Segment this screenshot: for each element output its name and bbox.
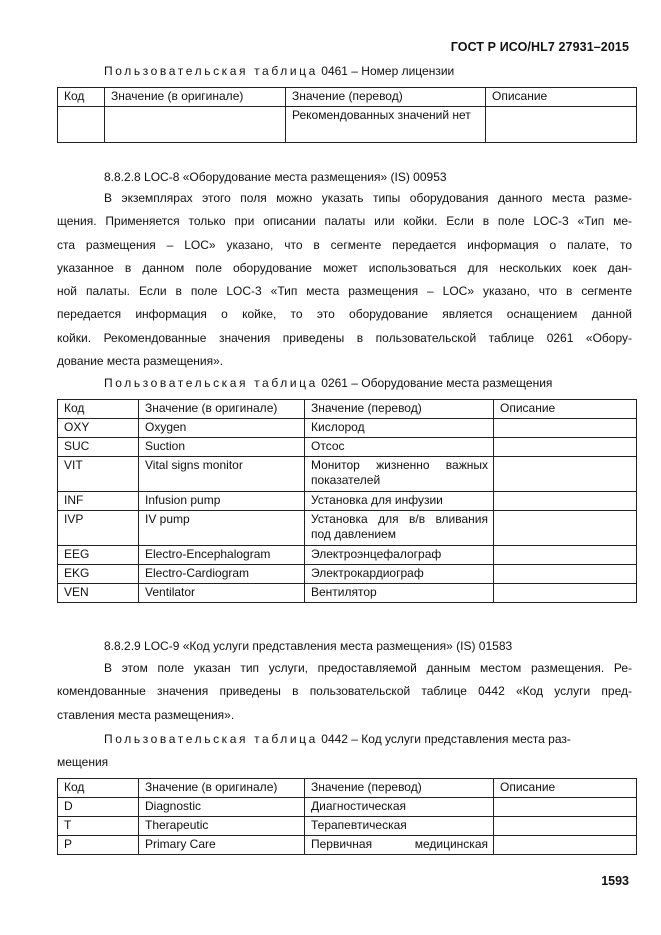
header-cell: Описание [494,400,637,419]
table-row [58,565,637,584]
table-header-row [58,88,637,107]
table-caption-0442-cont: мещения [57,755,109,769]
text-line: передается информация о койке, то это оборудование является оснащением данной [57,307,632,322]
code-cell: IVP [58,511,139,546]
code-cell: SUC [58,438,139,457]
description-cell [494,836,637,855]
header-cell: Значение (в оригинале) [139,400,305,419]
original-cell: Electro-Cardiogram [139,565,305,584]
table-row [58,492,637,511]
text-line: В экземплярах этого поля можно указать типы оборудования данного места разме- [104,191,632,205]
translation-cell: Первичная медицинская [305,836,494,855]
original-cell: Diagnostic [139,798,305,817]
table-0442 [57,778,637,855]
table-row [58,836,637,855]
text-line: койки. Рекомендованные значения приведены в пользовательской таблице 0261 «Обору- [57,330,632,345]
code-cell: P [58,836,139,855]
text-line: ста размещения – LOC» указано, что в сегменте передается информация о палате, то [57,237,632,252]
text-line: указанное в данном поле оборудование может использоваться для нескольких коек дан- [57,260,632,275]
description-cell [486,107,637,143]
caption-rest: 0442 – Код услуги представления места раз- [321,732,571,746]
code-cell: T [58,817,139,836]
translation-cell: Установка для инфузии [305,492,494,511]
description-cell [494,817,637,836]
original-cell [105,107,286,143]
translation-cell: Установка для в/в вливания под давлением [305,511,494,546]
table-caption-0442 [104,732,571,746]
original-cell: IV pump [139,511,305,546]
description-cell [494,419,637,438]
text-line: В этом поле указан тип услуги, предоставляемой данным местом размещения. Ре- [104,661,632,675]
table-row [58,438,637,457]
translation-cell: Диагностическая [305,798,494,817]
original-cell: Primary Care [139,836,305,855]
table-row [58,457,637,492]
translation-cell: Электрокардиограф [305,565,494,584]
table-caption-0261 [104,376,552,390]
translation-cell: Отсос [305,438,494,457]
caption-rest: 0261 – Оборудование места размещения [321,376,553,390]
header-cell: Описание [494,779,637,798]
translation-cell: Кислород [305,419,494,438]
text-line: дование места размещения». [57,354,224,369]
table-header-row [58,400,637,419]
table-row [58,107,637,143]
document-header: ГОСТ Р ИСО/HL7 27931–2015 [450,40,629,54]
header-cell: Описание [486,88,637,107]
section-heading-loc9: 8.8.2.9 LOC-9 «Код услуги представления места размещения» (IS) 01583 [104,639,513,653]
original-cell: Suction [139,438,305,457]
translation-cell: Вентилятор [305,584,494,603]
caption-rest: 0461 – Номер лицензии [321,64,455,78]
header-cell: Код [58,400,139,419]
section-heading-loc8: 8.8.2.8 LOC-8 «Оборудование места размещения» (IS) 00953 [104,170,447,184]
code-cell [58,107,105,143]
table-0261 [57,399,637,603]
table-caption-0461 [104,64,454,78]
original-cell: Ventilator [139,584,305,603]
header-cell: Значение (перевод) [286,88,486,107]
header-cell: Значение (в оригинале) [105,88,286,107]
translation-cell: Рекомендованных значений нет [286,107,486,143]
translation-cell: Монитор жизненно важных показателей [305,457,494,492]
translation-cell: Электроэнцефалограф [305,546,494,565]
header-cell: Значение (перевод) [305,400,494,419]
code-cell: EEG [58,546,139,565]
table-row [58,419,637,438]
table-0461 [57,87,637,143]
original-cell: Oxygen [139,419,305,438]
page-number: 1593 [601,874,629,888]
text-line: щения. Применяется только при описании палаты или койки. Если в поле LOC-3 «Тип ме- [57,214,632,229]
caption-lead: Пользовательская таблица [104,376,318,390]
table-row [58,546,637,565]
description-cell [494,798,637,817]
table-row [58,798,637,817]
table-row [58,584,637,603]
caption-lead: Пользовательская таблица [104,64,318,78]
translation-cell: Терапевтическая [305,817,494,836]
original-cell: Vital signs monitor [139,457,305,492]
header-cell: Код [58,779,139,798]
original-cell: Therapeutic [139,817,305,836]
text-line: ной палаты. Если в поле LOC-3 «Тип места размещения – LOC» указано, что в сегменте [57,284,632,299]
description-cell [494,546,637,565]
paragraph-loc8 [57,187,632,373]
code-cell: VIT [58,457,139,492]
code-cell: EKG [58,565,139,584]
header-cell: Значение (в оригинале) [139,779,305,798]
caption-lead: Пользовательская таблица [104,732,318,746]
paragraph-loc9 [57,657,632,727]
code-cell: INF [58,492,139,511]
table-row [58,817,637,836]
code-cell: VEN [58,584,139,603]
code-cell: D [58,798,139,817]
original-cell: Electro-Encephalogram [139,546,305,565]
table-row [58,511,637,546]
description-cell [494,511,637,546]
description-cell [494,492,637,511]
description-cell [494,438,637,457]
description-cell [494,584,637,603]
original-cell: Infusion pump [139,492,305,511]
table-header-row [58,779,637,798]
header-cell: Код [58,88,105,107]
text-line: комендованные значения приведены в пользовательской таблице 0442 «Код услуги пред- [57,684,632,699]
description-cell [494,457,637,492]
code-cell: OXY [58,419,139,438]
header-cell: Значение (перевод) [305,779,494,798]
description-cell [494,565,637,584]
text-line: ставления места размещения». [57,707,235,722]
